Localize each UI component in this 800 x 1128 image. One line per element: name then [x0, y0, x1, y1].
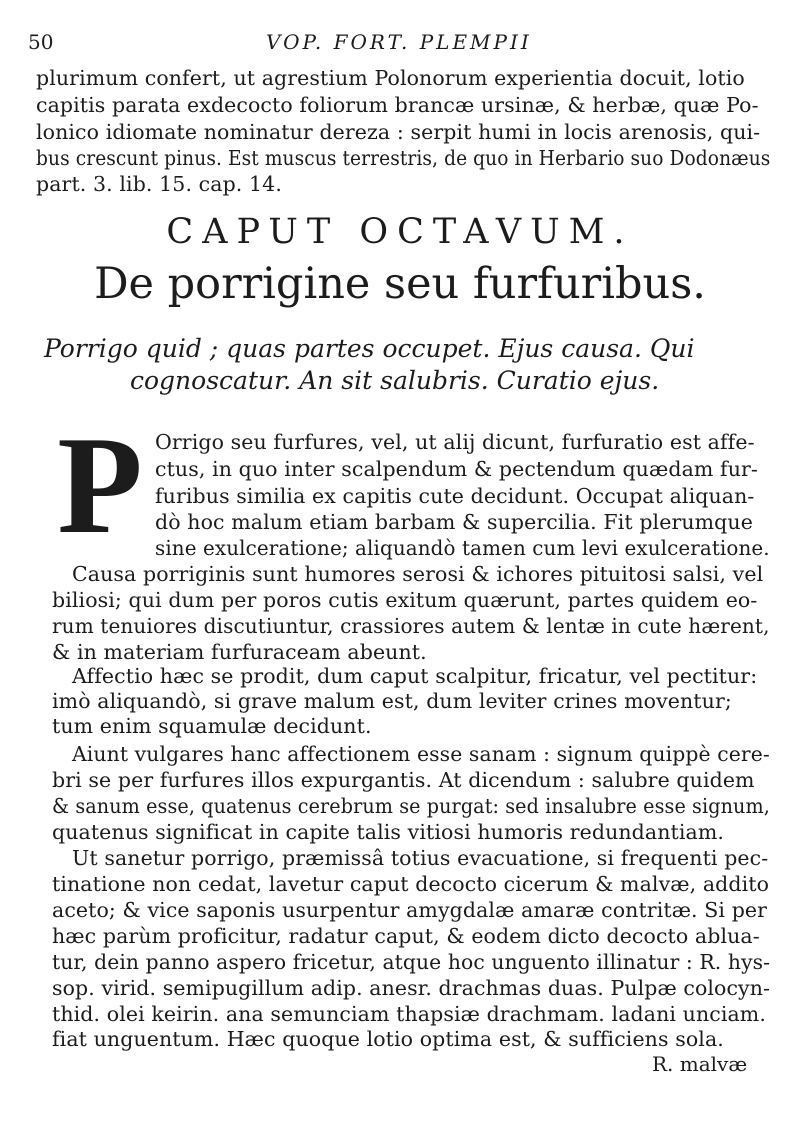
text-line: thid. olei keirin. ana semunciam thapsiæ drachmam. ladani unciam.: [52, 1002, 766, 1026]
running-header: [22, 30, 782, 56]
text-line: furibus similia ex capitis cute decidunt. Occupat aliquan-: [155, 484, 755, 508]
drop-cap: P: [57, 408, 143, 563]
text-line: Causa porriginis sunt humores serosi & ichores pituitosi salsi, vel: [72, 562, 764, 586]
text-line: ctus, in quo inter scalpendum & pectendum quædam fur-: [155, 457, 758, 481]
text-line: capitis parata exdecocto foliorum brancæ ursinæ, & herbæ, quæ Po-: [36, 93, 759, 117]
text-line: plurimum confert, ut agrestium Polonorum experientia docuit, lotio: [36, 66, 745, 90]
text-line: lonico idiomate nominatur dereza : serpit humi in locis arenosis, qui-: [36, 120, 761, 144]
text-line: biliosi; qui dum per poros cutis exitum quærunt, partes quidem eo-: [52, 588, 758, 612]
text-line: sop. virid. semipugillum adip. anesr. drachmas duas. Pulpæ colocyn-: [52, 976, 771, 1000]
text-line: rum tenuiores discutiuntur, crassiores autem & lentæ in cute hærent,: [52, 614, 770, 638]
text-line: Aiunt vulgares hanc affectionem esse sanam : signum quippè cere-: [72, 742, 770, 766]
running-title: VOP. FORT. PLEMPII: [266, 30, 532, 54]
text-line: hæc parùm proficitur, radatur caput, & eodem dicto decocto ablua-: [52, 924, 760, 948]
text-line: & sanum esse, quatenus cerebrum se purgat: sed insalubre esse signum,: [52, 794, 770, 818]
text-line: tur, dein panno aspero fricetur, atque hoc unguento illinatur : R. hys-: [52, 950, 771, 974]
summary-line: cognoscatur. An sit salubris. Curatio ejus.: [130, 366, 660, 395]
text-line: bri se per furfures illos expurgantis. At dicendum : salubre quidem: [52, 768, 755, 792]
text-line: quatenus significat in capite talis vitiosi humoris redundantiam.: [52, 820, 724, 844]
page-number: 50: [28, 30, 54, 54]
text-line: imò aliquandò, si grave malum est, dum leviter crines moventur;: [52, 689, 732, 713]
text-line: Orrigo seu furfures, vel, ut alij dicunt, furfuratio est affe-: [155, 430, 755, 454]
text-line: Ut sanetur porrigo, præmissâ totius evacuatione, si frequenti pec-: [72, 846, 769, 870]
chapter-title: De porrigine seu furfuribus.: [94, 259, 706, 309]
text-line: part. 3. lib. 15. cap. 14.: [36, 172, 282, 196]
text-line: fiat unguentum. Hæc quoque lotio optima est, & sufficiens sola.: [52, 1027, 724, 1051]
text-line: dò hoc malum etiam barbam & supercilia. Fit plerumque: [155, 510, 753, 534]
text-line: tinatione non cedat, lavetur caput decocto cicerum & malvæ, addito: [52, 872, 770, 896]
text-line: sine exulceratione; aliquandò tamen cum levi exulceratione.: [155, 536, 770, 560]
text-line: bus crescunt pinus. Est muscus terrestris, de quo in Herbario suo Dodonæus: [36, 146, 771, 170]
text-line: tum enim squamulæ decidunt.: [52, 714, 372, 738]
text-line: aceto; & vice saponis usurpentur amygdalæ amaræ contritæ. Si per: [52, 898, 768, 922]
text-line: & in materiam furfuraceam abeunt.: [52, 640, 427, 664]
catchword: R. malvæ: [652, 1052, 748, 1076]
text-line: Affectio hæc se prodit, dum caput scalpitur, fricatur, vel pectitur:: [72, 664, 758, 688]
chapter-number: CAPUT OCTAVUM.: [166, 212, 634, 252]
summary-line: Porrigo quid ; quas partes occupet. Ejus causa. Qui: [44, 334, 695, 363]
